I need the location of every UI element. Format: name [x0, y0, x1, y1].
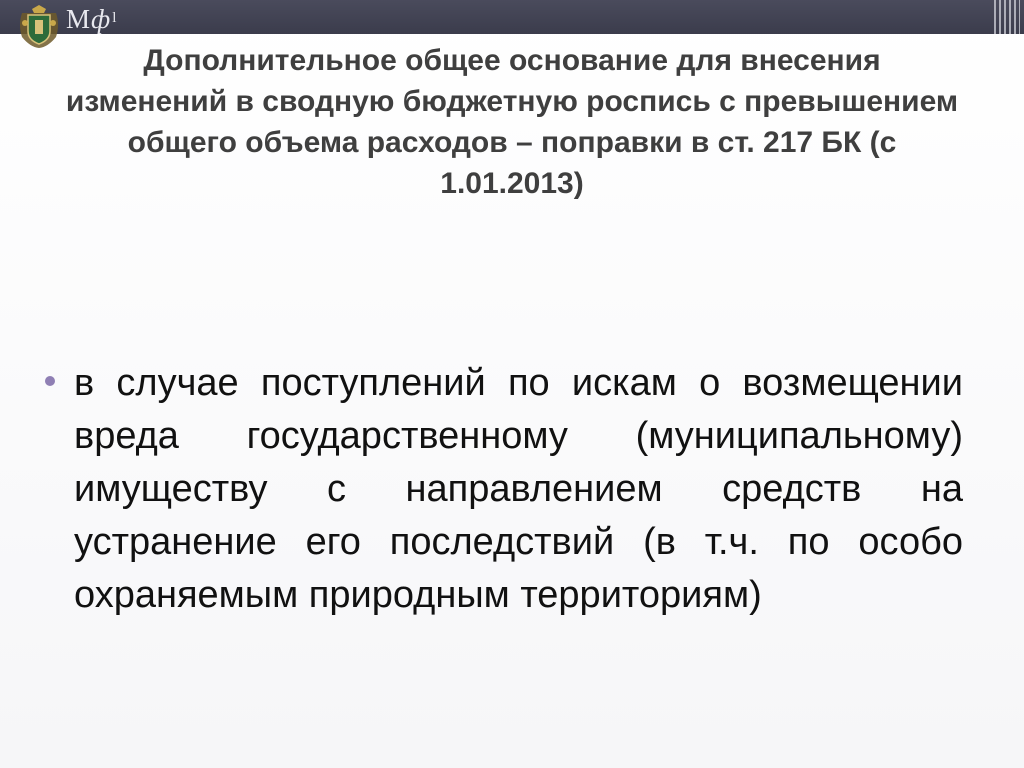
- bullet-item: в случае поступлений по искам о возмещении вреда государственному (муниципальному) имуществу с направлением средств на устранение его последствий (в т.ч. по особо охраняемым природным территориям): [74, 362, 963, 616]
- coat-of-arms-emblem-icon: [16, 3, 62, 49]
- logo-letter-l: l: [112, 10, 118, 26]
- bullet-list: [45, 357, 965, 622]
- logo-text: [66, 1, 117, 35]
- slide-title: Дополнительное общее основание для внесения изменений в сводную бюджетную роспись с превышением общего объема расходов – поправки в ст. 217 БК (с 1.01.2013): [65, 44, 959, 200]
- logo-letter-m: М: [66, 4, 92, 34]
- bullet-dot-icon: [45, 376, 55, 386]
- top-bar: [0, 0, 1024, 34]
- topbar-stripes-decoration: [994, 0, 1020, 34]
- logo-letter-f: ф: [91, 4, 112, 34]
